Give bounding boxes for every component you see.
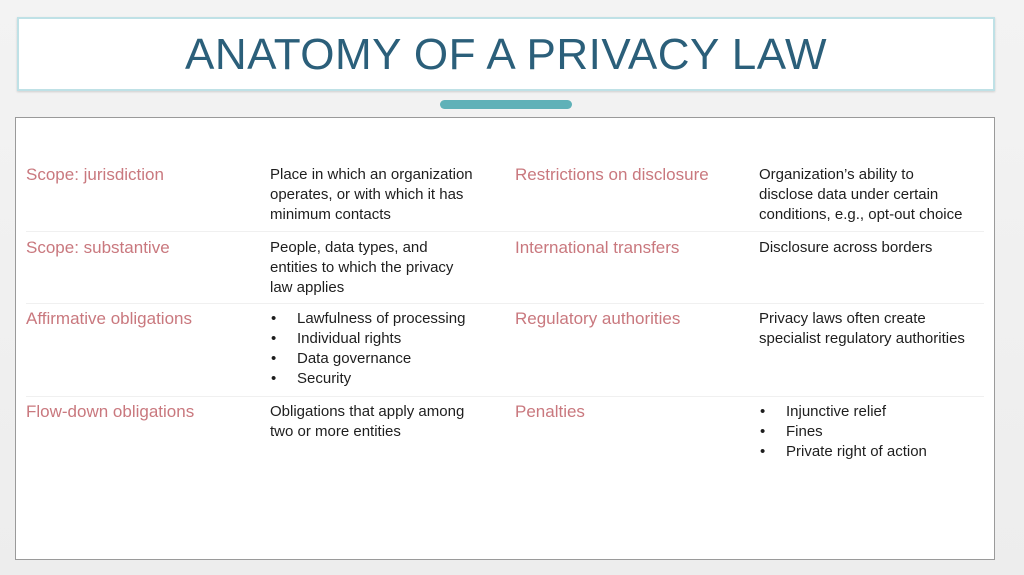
row-desc-scope-jurisdiction (270, 165, 473, 225)
list-item (270, 329, 465, 349)
desc-line: conditions, e.g., opt-out choice (759, 206, 963, 223)
desc-line: entities to which the privacy (270, 259, 454, 276)
desc-line: Organization’s ability to (759, 166, 914, 183)
list-item-text: Private right of action (786, 443, 927, 460)
desc-line: operates, or with which it has (270, 186, 464, 203)
row-desc-regulatory-authorities (759, 309, 965, 349)
row-desc-affirmative-obligations (270, 309, 465, 389)
desc-line: Place in which an organization (270, 166, 473, 183)
bullet-icon: • (271, 350, 277, 367)
row-label-penalties: Penalties (515, 402, 585, 421)
list-item (270, 349, 465, 369)
row-desc-penalties (759, 402, 927, 462)
desc-line: law applies (270, 279, 345, 296)
bullet-icon: • (271, 370, 277, 387)
list-item (759, 422, 927, 442)
list-item-text: Data governance (297, 350, 412, 367)
content-table (15, 117, 995, 560)
desc-line: Privacy laws often create (759, 310, 926, 327)
list-item (270, 309, 465, 329)
row-desc-scope-substantive (270, 238, 453, 298)
row-divider (26, 396, 984, 397)
bullet-icon: • (760, 443, 766, 460)
list-item-text: Injunctive relief (786, 403, 887, 420)
desc-line: minimum contacts (270, 206, 391, 223)
desc-line: People, data types, and (270, 239, 428, 256)
bullet-list (270, 309, 465, 389)
list-item-text: Lawfulness of processing (297, 310, 466, 327)
row-label-scope-substantive: Scope: substantive (26, 238, 170, 257)
list-item (759, 442, 927, 462)
row-label-affirmative-obligations: Affirmative obligations (26, 309, 192, 328)
list-item (759, 402, 927, 422)
desc-line: Disclosure across borders (759, 239, 933, 256)
row-divider (26, 303, 984, 304)
desc-line: Obligations that apply among (270, 403, 465, 420)
bullet-icon: • (271, 330, 277, 347)
title-accent-bar (440, 100, 572, 109)
row-label-scope-jurisdiction: Scope: jurisdiction (26, 165, 164, 184)
bullet-icon: • (760, 403, 766, 420)
row-desc-restrictions-on-disclosure (759, 165, 962, 225)
list-item-text: Individual rights (297, 330, 402, 347)
slide-title: ANATOMY OF A PRIVACY LAW (184, 30, 828, 79)
bullet-icon: • (760, 423, 766, 440)
row-label-restrictions-on-disclosure: Restrictions on disclosure (515, 165, 709, 184)
list-item (270, 369, 465, 389)
desc-line: disclose data under certain (759, 186, 939, 203)
row-divider (26, 231, 984, 232)
list-item-text: Security (297, 370, 352, 387)
row-desc-flow-down-obligations (270, 402, 464, 442)
desc-line: specialist regulatory authorities (759, 330, 965, 347)
row-label-flow-down-obligations: Flow-down obligations (26, 402, 195, 421)
list-item-text: Fines (786, 423, 823, 440)
bullet-list (759, 402, 927, 462)
title-box (17, 17, 995, 91)
row-desc-international-transfers (759, 238, 932, 258)
bullet-icon: • (271, 310, 277, 327)
desc-line: two or more entities (270, 423, 401, 440)
row-label-regulatory-authorities: Regulatory authorities (515, 309, 681, 328)
row-label-international-transfers: International transfers (515, 238, 680, 257)
